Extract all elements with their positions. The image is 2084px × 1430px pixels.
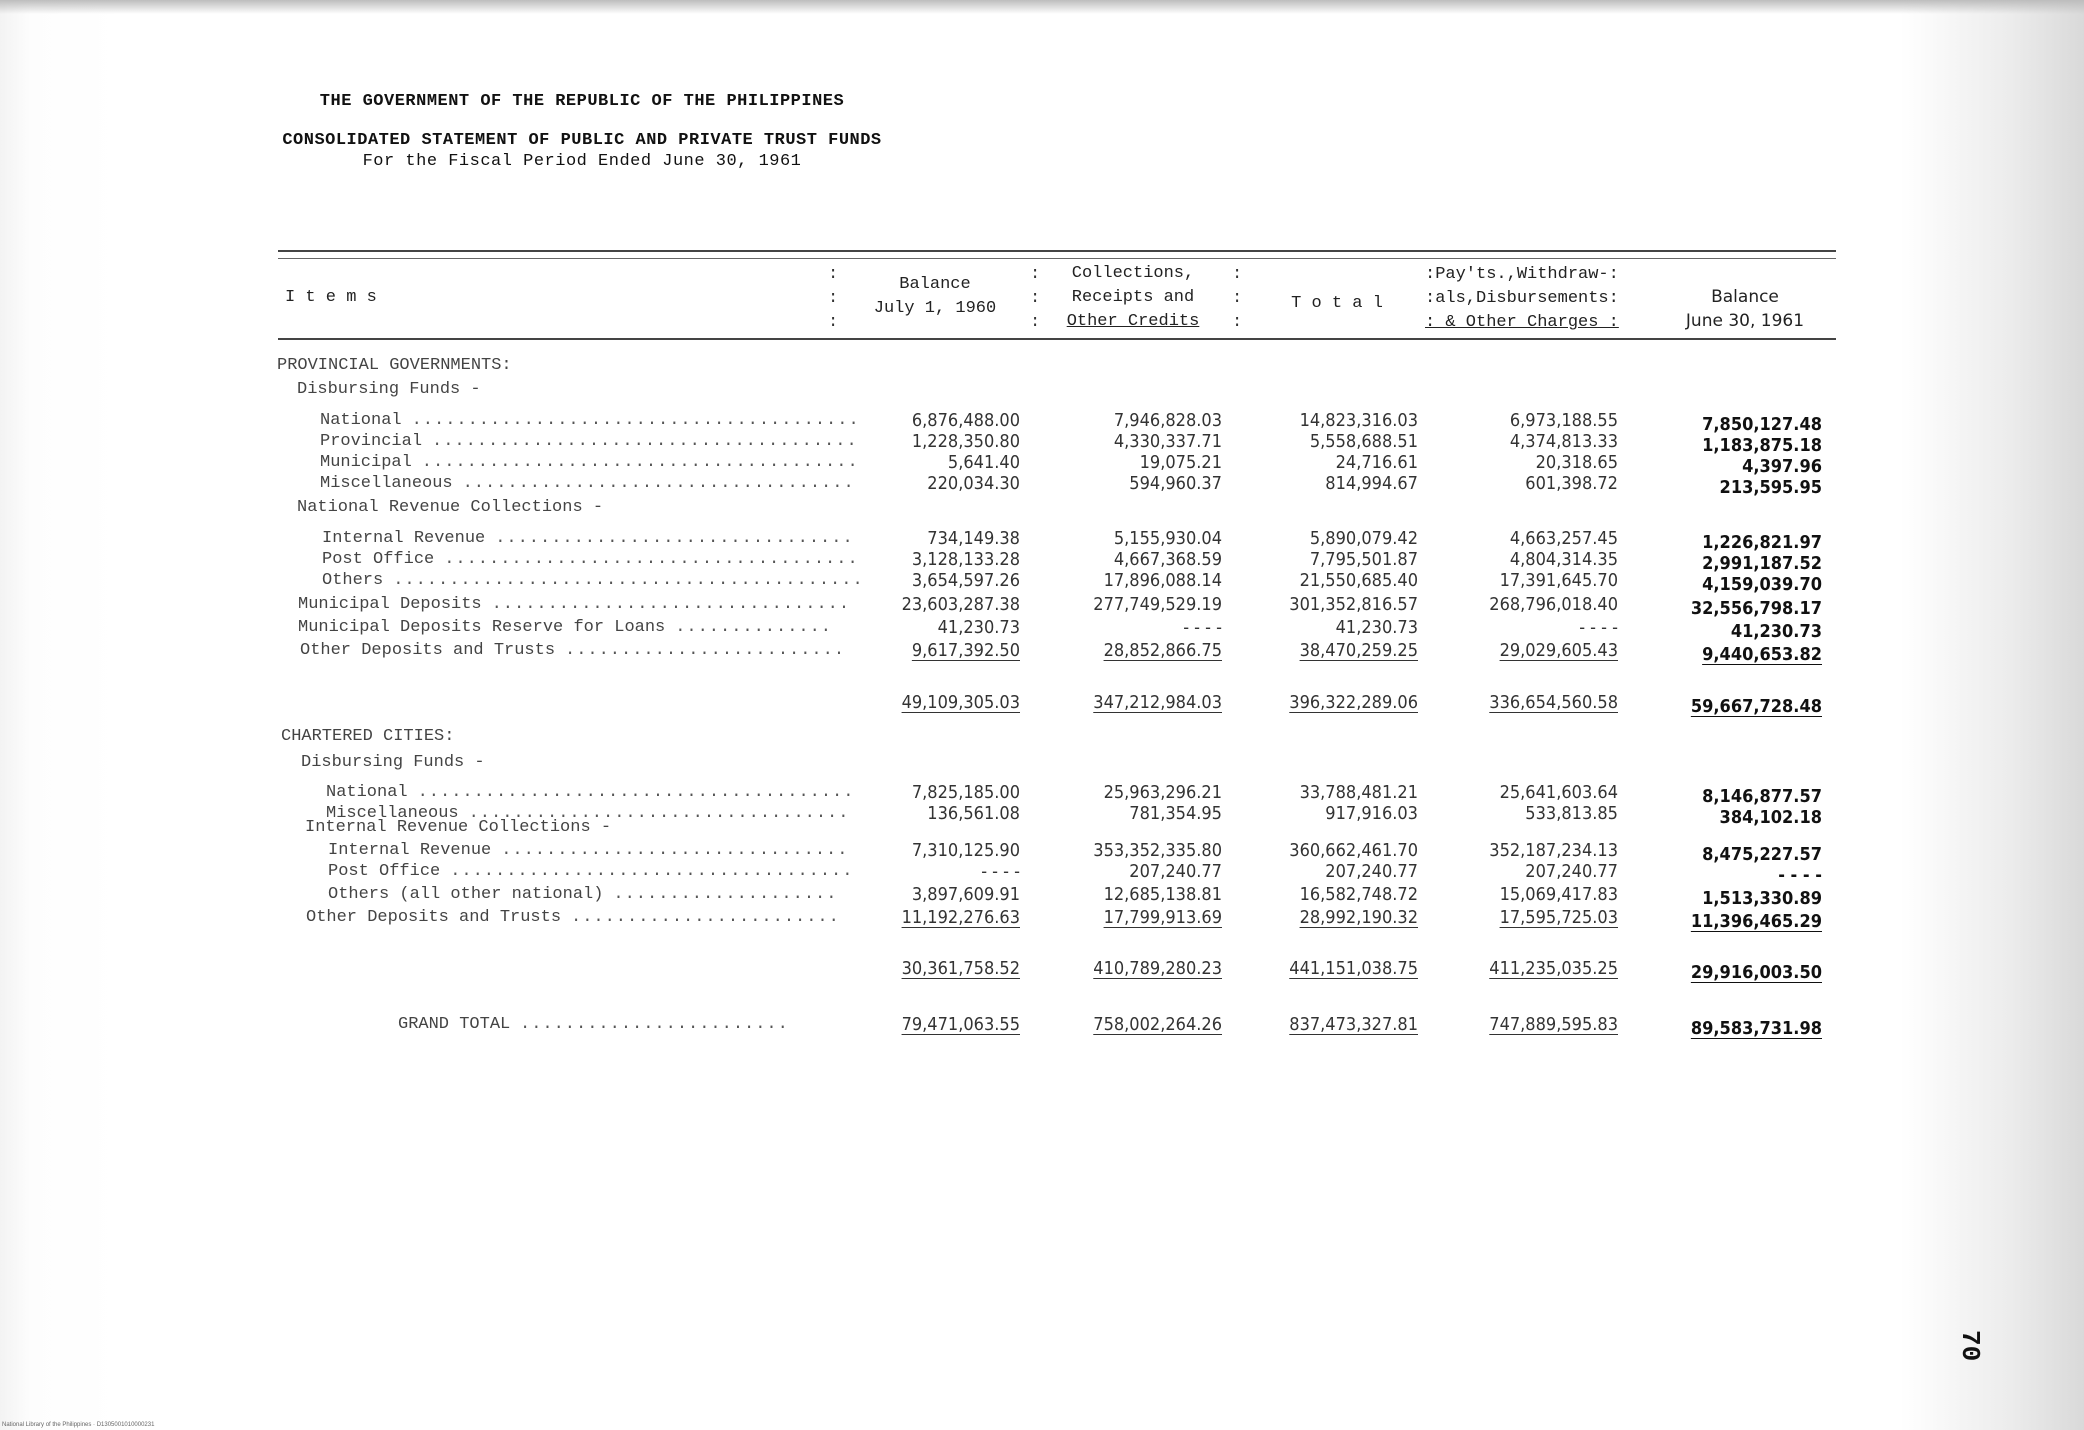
cell-collections: 594,960.37 — [1129, 473, 1222, 494]
cell-balance-1961: 2,991,187.52 — [1702, 553, 1822, 574]
cell-collections: 410,789,280.23 — [1093, 958, 1222, 979]
cell-payments: 29,029,605.43 — [1499, 640, 1618, 661]
cell-collections: 4,330,337.71 — [1113, 431, 1222, 452]
leader-dots: ................................... — [462, 474, 855, 493]
cell-total: 14,823,316.03 — [1299, 410, 1418, 431]
cell-balance-1961: 32,556,798.17 — [1690, 598, 1822, 619]
leader-dots: .................................... — [450, 862, 854, 881]
grand-total-label: GRAND TOTAL — [398, 1015, 511, 1034]
leader-dots: ................................ — [491, 595, 851, 614]
cell-total: 5,890,079.42 — [1309, 528, 1418, 549]
cell-balance-1960: 79,471,063.55 — [901, 1014, 1020, 1035]
cell-collections: 353,352,335.80 — [1093, 840, 1222, 861]
cell-payments: 207,240.77 — [1525, 861, 1618, 882]
cell-balance-1960: 30,361,758.52 — [901, 958, 1020, 979]
row-label: Internal Revenue — [322, 529, 486, 548]
header-balance-1960-date: July 1, 1960 — [873, 299, 997, 318]
cell-balance-1960: 3,654,597.26 — [911, 570, 1020, 591]
cell-collections: 28,852,866.75 — [1103, 640, 1222, 661]
cell-total: 917,916.03 — [1325, 803, 1418, 824]
cell-balance-1961: 11,396,465.29 — [1690, 911, 1822, 932]
cell-payments: 533,813.85 — [1525, 803, 1618, 824]
cell-balance-1961: 1,226,821.97 — [1702, 532, 1822, 553]
cell-balance-1960: 734,149.38 — [927, 528, 1020, 549]
cell-total: 814,994.67 — [1325, 473, 1418, 494]
cell-total: 24,716.61 — [1335, 452, 1418, 473]
government-title: THE GOVERNMENT OF THE REPUBLIC OF THE PHILIPPINES — [319, 92, 845, 111]
cell-balance-1960: 3,128,133.28 — [911, 549, 1020, 570]
row-label: Municipal — [320, 453, 412, 472]
cell-balance-1961: 89,583,731.98 — [1690, 1018, 1822, 1039]
header-collections — [1048, 262, 1218, 334]
cell-payments: 4,804,314.35 — [1509, 549, 1618, 570]
cell-payments: 601,398.72 — [1525, 473, 1618, 494]
leader-dots: ..................................... — [444, 550, 859, 569]
cell-total: 441,151,038.75 — [1289, 958, 1418, 979]
cell-payments: 6,973,188.55 — [1509, 410, 1618, 431]
cell-balance-1960: - - - - — [981, 861, 1020, 882]
cell-balance-1961: 59,667,728.48 — [1690, 696, 1822, 717]
cell-balance-1961: 8,146,877.57 — [1702, 786, 1822, 807]
cell-balance-1961: 29,916,003.50 — [1690, 962, 1822, 983]
header-balance-1961-date: June 30, 1961 — [1685, 311, 1805, 331]
cell-total: 207,240.77 — [1325, 861, 1418, 882]
cell-balance-1961: 1,183,875.18 — [1702, 435, 1822, 456]
row-label: Other Deposits and Trusts — [300, 641, 556, 660]
cell-total: 28,992,190.32 — [1299, 907, 1418, 928]
cell-balance-1960: 5,641.40 — [947, 452, 1020, 473]
cell-payments: 20,318.65 — [1535, 452, 1618, 473]
cell-total: 301,352,816.57 — [1289, 594, 1418, 615]
group-internal-revenue: Internal Revenue Collections - — [305, 818, 612, 837]
cell-payments: 747,889,595.83 — [1489, 1014, 1618, 1035]
header-balance-1960-label: Balance — [899, 275, 971, 294]
row-label: Miscellaneous — [326, 804, 459, 823]
row-label: National — [326, 783, 408, 802]
cell-payments: 15,069,417.83 — [1499, 884, 1618, 905]
cell-balance-1960: 7,825,185.00 — [911, 782, 1020, 803]
cell-collections: 5,155,930.04 — [1113, 528, 1222, 549]
row-label: Provincial — [320, 432, 423, 451]
header-collections-line1: Collections, — [1071, 264, 1195, 283]
cell-total: 396,322,289.06 — [1289, 692, 1418, 713]
leader-dots: ....................................... — [421, 453, 859, 472]
leader-dots: .......................................... — [393, 571, 864, 590]
leader-dots: .................... — [613, 885, 838, 904]
cell-balance-1960: 9,617,392.50 — [911, 640, 1020, 661]
fiscal-period: For the Fiscal Period Ended June 30, 1961 — [362, 152, 802, 171]
cell-balance-1960: 220,034.30 — [927, 473, 1020, 494]
cell-balance-1960: 1,228,350.80 — [911, 431, 1020, 452]
cell-balance-1960: 49,109,305.03 — [901, 692, 1020, 713]
cell-payments: 336,654,560.58 — [1489, 692, 1618, 713]
group-disbursing-funds: Disbursing Funds - — [301, 753, 485, 772]
header-payments-line3: : & Other Charges : — [1425, 313, 1619, 332]
cell-balance-1961: 1,513,330.89 — [1702, 888, 1822, 909]
section-provincial: PROVINCIAL GOVERNMENTS: — [277, 356, 512, 375]
page-number: 70 — [1955, 1330, 1985, 1362]
cell-collections: 758,002,264.26 — [1093, 1014, 1222, 1035]
cell-total: 360,662,461.70 — [1289, 840, 1418, 861]
cell-collections: 17,799,913.69 — [1103, 907, 1222, 928]
table-top-rule-thin — [278, 258, 1836, 259]
cell-payments: 411,235,035.25 — [1489, 958, 1618, 979]
row-label: Miscellaneous — [320, 474, 453, 493]
cell-payments: 352,187,234.13 — [1489, 840, 1618, 861]
cell-collections: - - - - — [1183, 617, 1222, 638]
header-payments-line1: :Pay'ts.,Withdraw-: — [1425, 265, 1619, 284]
row-label: Other Deposits and Trusts — [306, 908, 562, 927]
cell-total: 38,470,259.25 — [1299, 640, 1418, 661]
scan-shadow — [0, 0, 2084, 14]
cell-total: 837,473,327.81 — [1289, 1014, 1418, 1035]
cell-total: 5,558,688.51 — [1309, 431, 1418, 452]
cell-payments: 25,641,603.64 — [1499, 782, 1618, 803]
row-label: National — [320, 411, 402, 430]
cell-balance-1961: - - - - — [1778, 865, 1822, 886]
cell-balance-1960: 136,561.08 — [927, 803, 1020, 824]
cell-balance-1961: 384,102.18 — [1719, 807, 1822, 828]
leader-dots: .............. — [675, 618, 833, 637]
row-label: Post Office — [322, 550, 435, 569]
cell-balance-1961: 7,850,127.48 — [1702, 414, 1822, 435]
section-chartered-cities: CHARTERED CITIES: — [281, 727, 455, 746]
cell-balance-1961: 4,397.96 — [1742, 456, 1822, 477]
header-balance-1960 — [850, 273, 1020, 321]
statement-title: CONSOLIDATED STATEMENT OF PUBLIC AND PRIVATE TRUST FUNDS — [282, 131, 882, 150]
cell-collections: 347,212,984.03 — [1093, 692, 1222, 713]
cell-balance-1961: 41,230.73 — [1730, 621, 1822, 642]
cell-balance-1960: 23,603,287.38 — [901, 594, 1020, 615]
cell-collections: 277,749,529.19 — [1093, 594, 1222, 615]
leader-dots: ........................ — [571, 908, 840, 927]
header-separator: : : : — [1232, 265, 1243, 332]
cell-total: 21,550,685.40 — [1299, 570, 1418, 591]
header-collections-line2: Receipts and — [1071, 288, 1195, 307]
header-collections-line3: Other Credits — [1066, 312, 1200, 331]
cell-payments: 4,663,257.45 — [1509, 528, 1618, 549]
cell-balance-1960: 6,876,488.00 — [911, 410, 1020, 431]
row-label: Post Office — [328, 862, 441, 881]
cell-balance-1961: 213,595.95 — [1719, 477, 1822, 498]
header-items: I t e m s — [285, 288, 377, 307]
header-payments-line2: :als,Disbursements: — [1425, 289, 1619, 308]
leader-dots: ................................ — [495, 529, 854, 548]
row-label: Municipal Deposits — [298, 595, 482, 614]
cell-collections: 4,667,368.59 — [1113, 549, 1222, 570]
table-top-rule — [278, 250, 1836, 252]
cell-balance-1961: 9,440,653.82 — [1702, 644, 1822, 665]
cell-balance-1960: 3,897,609.91 — [911, 884, 1020, 905]
leader-dots: ......................... — [565, 641, 846, 660]
header-payments — [1425, 263, 1655, 335]
header-total: T o t a l — [1291, 294, 1383, 313]
row-label: Internal Revenue — [328, 841, 492, 860]
header-bottom-rule — [278, 338, 1836, 340]
cell-payments: 4,374,813.33 — [1509, 431, 1618, 452]
leader-dots: ........................................ — [411, 411, 860, 430]
leader-dots: ....................................... — [417, 783, 855, 802]
leader-dots: ............................... — [501, 841, 849, 860]
cell-balance-1960: 41,230.73 — [937, 617, 1020, 638]
cell-collections: 781,354.95 — [1129, 803, 1222, 824]
leader-dots: ...................................... — [432, 432, 858, 451]
leader-dots: ........................ — [520, 1015, 789, 1034]
header-separator: : : : — [1030, 265, 1041, 332]
row-label: Others (all other national) — [328, 885, 604, 904]
cell-collections: 7,946,828.03 — [1113, 410, 1222, 431]
cell-collections: 12,685,138.81 — [1103, 884, 1222, 905]
cell-balance-1961: 8,475,227.57 — [1702, 844, 1822, 865]
cell-payments: 17,391,645.70 — [1499, 570, 1618, 591]
header-balance-1961-label: Balance — [1711, 287, 1779, 307]
row-label: Others — [322, 571, 384, 590]
cell-balance-1960: 11,192,276.63 — [901, 907, 1020, 928]
cell-total: 33,788,481.21 — [1299, 782, 1418, 803]
scan-footer: National Library of the Philippines · D1305001010000231 — [2, 1422, 155, 1428]
row-label: Municipal Deposits Reserve for Loans — [298, 618, 666, 637]
header-balance-1961 — [1660, 285, 1830, 333]
cell-collections: 25,963,296.21 — [1103, 782, 1222, 803]
group-national-revenue: National Revenue Collections - — [297, 498, 604, 517]
group-disbursing-funds: Disbursing Funds - — [297, 380, 481, 399]
cell-total: 41,230.73 — [1335, 617, 1418, 638]
cell-payments: - - - - — [1579, 617, 1618, 638]
cell-collections: 19,075.21 — [1139, 452, 1222, 473]
header-separator: : : : — [828, 265, 839, 332]
cell-balance-1961: 4,159,039.70 — [1702, 574, 1822, 595]
cell-payments: 268,796,018.40 — [1489, 594, 1618, 615]
cell-balance-1960: 7,310,125.90 — [911, 840, 1020, 861]
cell-total: 16,582,748.72 — [1299, 884, 1418, 905]
cell-collections: 207,240.77 — [1129, 861, 1222, 882]
cell-total: 7,795,501.87 — [1309, 549, 1418, 570]
cell-collections: 17,896,088.14 — [1103, 570, 1222, 591]
leader-dots: .................................. — [468, 804, 850, 823]
cell-payments: 17,595,725.03 — [1499, 907, 1618, 928]
